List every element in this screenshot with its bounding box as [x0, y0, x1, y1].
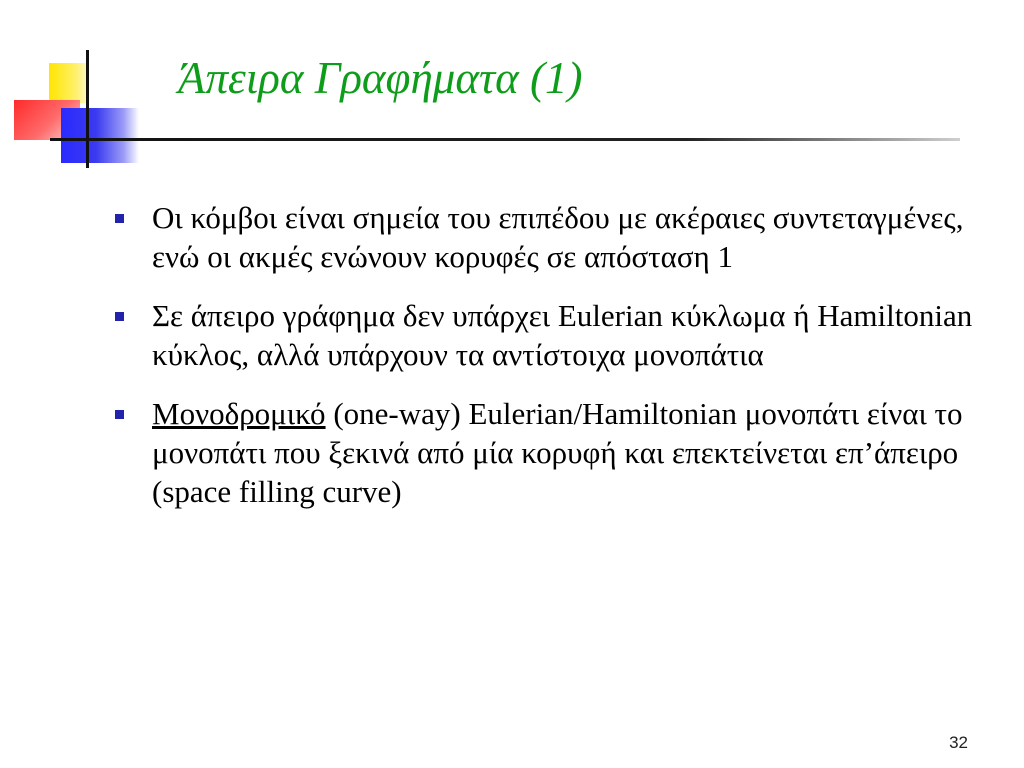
logo-yellow-square [49, 63, 87, 103]
bullet-square-icon [115, 312, 124, 321]
bullet-item [115, 296, 975, 374]
page-number: 32 [949, 733, 968, 752]
decorative-logo [0, 0, 150, 175]
bullet-square-icon [115, 410, 124, 419]
bullet-list [115, 198, 975, 531]
slide-title: Άπειρα Γραφήματα (1) [178, 53, 583, 103]
bullet-text: Σε άπειρο γράφημα δεν υπάρχει Eulerian κύκλωμα ή Hamiltonian κύκλος, αλλά υπάρχουν τα αντίστοιχα μονοπάτια [152, 298, 973, 372]
bullet-item [115, 198, 975, 276]
bullet-text: Οι κόμβοι είναι σημεία του επιπέδου με ακέραιες συντεταγμένες, ενώ οι ακμές ενώνουν κορυφές σε απόσταση 1 [152, 200, 964, 274]
bullet-square-icon [115, 214, 124, 223]
title-underline-divider [50, 138, 960, 141]
bullet-text: (one-way) Eulerian/Hamiltonian μονοπάτι είναι το μονοπάτι που ξεκινά από μία κορυφή και επεκτείνεται επ’άπειρο (space filling curve) [152, 396, 963, 509]
logo-blue-square [61, 108, 139, 163]
logo-vertical-line [86, 50, 89, 168]
underlined-term: Μονοδρομικό [152, 396, 326, 431]
bullet-item [115, 394, 975, 511]
